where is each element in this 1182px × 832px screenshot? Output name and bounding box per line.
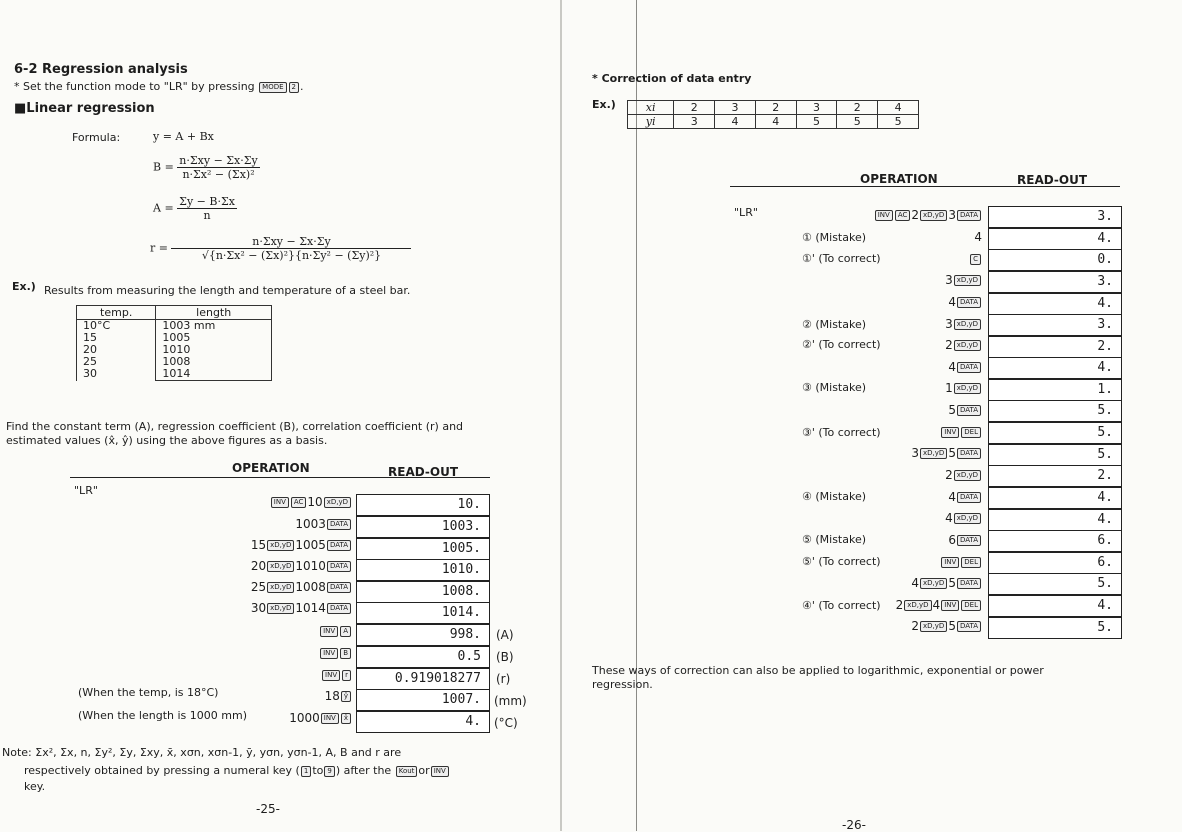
op-row bbox=[948, 295, 982, 309]
table-cell: 2 bbox=[837, 101, 878, 115]
readout-box: 1010. bbox=[356, 559, 490, 581]
readout-box: 3. bbox=[988, 314, 1122, 336]
op-row bbox=[896, 598, 982, 612]
data-key-icon: DATA bbox=[327, 561, 351, 572]
formula-b-denominator: n·Σx² − (Σx)² bbox=[182, 168, 255, 181]
table-cell: 2 bbox=[755, 101, 796, 115]
op-number: 4 bbox=[945, 511, 953, 525]
data-key-icon: DATA bbox=[957, 297, 981, 308]
xy-key-icon: xD,yD bbox=[324, 497, 351, 508]
op-number: 2 bbox=[945, 338, 953, 352]
readout-box: 0.919018277 bbox=[356, 668, 490, 690]
op-number: 2 bbox=[945, 468, 953, 482]
xy-data-table bbox=[627, 100, 919, 129]
data-key-icon: DATA bbox=[327, 603, 351, 614]
op-row bbox=[911, 446, 982, 460]
op-number: 4 bbox=[948, 295, 956, 309]
op-number: 18 bbox=[324, 689, 340, 703]
op-number: 3 bbox=[945, 273, 953, 287]
suffix-b: (B) bbox=[496, 650, 514, 664]
table-cell: 4 bbox=[715, 115, 756, 129]
op-row bbox=[945, 468, 982, 482]
table-cell bbox=[156, 320, 272, 381]
find-text-2: estimated values (x̂, ŷ) using the above figures as a basis. bbox=[6, 434, 328, 447]
readout-box: 1014. bbox=[356, 602, 490, 624]
table-cell: 5 bbox=[837, 115, 878, 129]
readout-box: 3. bbox=[988, 271, 1122, 293]
inv-key-icon: INV bbox=[941, 557, 959, 568]
op-row bbox=[945, 338, 982, 352]
ac-key-icon: AC bbox=[291, 497, 307, 508]
readout-box: 4. bbox=[988, 357, 1122, 379]
readout-box: 4. bbox=[356, 711, 490, 733]
note-text: or bbox=[418, 764, 430, 777]
right-lr-mode-label: "LR" bbox=[734, 206, 758, 219]
op-number: 1014 bbox=[295, 601, 326, 615]
b-key-icon: B bbox=[340, 648, 351, 659]
readout-box: 1008. bbox=[356, 581, 490, 603]
page-number-left: -25- bbox=[256, 802, 280, 816]
table-cell: 4 bbox=[755, 115, 796, 129]
readout-box: 4. bbox=[988, 487, 1122, 509]
a-key-icon: A bbox=[340, 626, 351, 637]
step-label: ①' (To correct) bbox=[802, 252, 881, 265]
right-example-label: Ex.) bbox=[592, 98, 616, 111]
inv-key-icon: INV bbox=[320, 648, 338, 659]
readout-box: 6. bbox=[988, 552, 1122, 574]
op-number: 25 bbox=[250, 580, 267, 594]
inv-key-icon: INV bbox=[271, 497, 289, 508]
op-row bbox=[251, 559, 352, 573]
del-key-icon: DEL bbox=[961, 557, 981, 568]
op-row bbox=[948, 360, 982, 374]
xi-row bbox=[628, 101, 919, 115]
xy-key-icon: xD,yD bbox=[954, 319, 981, 330]
readout-box: 5. bbox=[988, 400, 1122, 422]
yi-row bbox=[628, 115, 919, 129]
inv-key-icon: INV bbox=[941, 600, 959, 611]
table-cell: 5 bbox=[796, 115, 837, 129]
op-number: 3 bbox=[911, 446, 920, 460]
readout-box: 6. bbox=[988, 530, 1122, 552]
op-number: 30 bbox=[250, 601, 267, 615]
mode-instruction-text: * Set the function mode to "LR" by pressing bbox=[14, 80, 255, 93]
step-label: ④ (Mistake) bbox=[802, 490, 867, 503]
linear-regression-heading: ■Linear regression bbox=[14, 101, 155, 116]
xy-key-icon: xD,yD bbox=[267, 561, 294, 572]
op-row bbox=[945, 317, 982, 331]
xy-key-icon: xD,yD bbox=[920, 210, 947, 221]
formula-a-denominator: n bbox=[203, 209, 211, 222]
op-row bbox=[251, 601, 352, 615]
op-row bbox=[945, 381, 982, 395]
suffix-degc: (°C) bbox=[494, 716, 518, 730]
step-label: ⑤' (To correct) bbox=[802, 555, 881, 568]
op-number: 1010 bbox=[295, 559, 326, 573]
readout-box: 4. bbox=[988, 293, 1122, 315]
closing-text-2: regression. bbox=[592, 678, 653, 691]
closing-text-1: These ways of correction can also be applied to logarithmic, exponential or power bbox=[592, 664, 1044, 677]
op-number: 5 bbox=[948, 576, 956, 590]
right-readout-header: READ-OUT bbox=[1017, 173, 1088, 187]
ac-key-icon: AC bbox=[895, 210, 911, 221]
operation-header: OPERATION bbox=[232, 461, 310, 475]
suffix-mm: (mm) bbox=[494, 694, 527, 708]
xy-key-icon: xD,yD bbox=[920, 621, 947, 632]
readout-box: 10. bbox=[356, 494, 490, 516]
when-length-label: (When the length is 1000 mm) bbox=[78, 709, 247, 722]
readout-box: 5. bbox=[988, 444, 1122, 466]
op-number: 1008 bbox=[295, 580, 326, 594]
lr-mode-label: "LR" bbox=[74, 484, 98, 497]
note-text: to bbox=[312, 764, 324, 777]
op-number: 15 bbox=[250, 538, 267, 552]
kout-key-icon: Kout bbox=[396, 766, 418, 777]
table-cell: 4 bbox=[878, 101, 919, 115]
step-label: ① (Mistake) bbox=[802, 231, 867, 244]
readout-box: 998. bbox=[356, 624, 490, 646]
op-row bbox=[948, 533, 982, 547]
table-header-row bbox=[77, 306, 272, 320]
op-number: 1003 bbox=[295, 517, 326, 531]
op-row bbox=[321, 668, 352, 682]
data-key-icon: DATA bbox=[957, 621, 981, 632]
xy-key-icon: xD,yD bbox=[954, 340, 981, 351]
data-key-icon: DATA bbox=[957, 362, 981, 373]
data-key-icon: DATA bbox=[327, 582, 351, 593]
one-key-icon: 1 bbox=[301, 766, 311, 777]
inv-key-icon: INV bbox=[321, 713, 339, 724]
step-label: ③ (Mistake) bbox=[802, 381, 867, 394]
table-cell: 2 bbox=[674, 101, 715, 115]
data-key-icon: DATA bbox=[957, 210, 981, 221]
note-line-1: Note: Σx², Σx, n, Σy², Σy, Σxy, x̄, xσn, xσn-1, ȳ, yσn, yσn-1, A, B and r are bbox=[2, 746, 402, 759]
formula-r-lhs: r = bbox=[150, 241, 168, 255]
xy-key-icon: xD,yD bbox=[920, 448, 947, 459]
readout-box: 5. bbox=[988, 617, 1122, 639]
table-header-cell: length bbox=[156, 306, 272, 320]
op-number: 2 bbox=[911, 208, 920, 222]
data-key-icon: DATA bbox=[957, 492, 981, 503]
formula-b bbox=[153, 154, 260, 181]
readout-box: 5. bbox=[988, 422, 1122, 444]
readout-box: 4. bbox=[988, 228, 1122, 250]
data-key-icon: DATA bbox=[327, 519, 351, 530]
formula-b-lhs: B = bbox=[153, 160, 174, 174]
op-row bbox=[969, 252, 982, 266]
step-label: ⑤ (Mistake) bbox=[802, 533, 867, 546]
mode-instruction bbox=[14, 80, 304, 93]
c-key-icon: C bbox=[970, 254, 981, 265]
step-label: ② (Mistake) bbox=[802, 318, 867, 331]
inv-key-icon: INV bbox=[320, 626, 338, 637]
two-key-icon: 2 bbox=[289, 82, 299, 93]
readout-box: 1005. bbox=[356, 538, 490, 560]
when-temp-label: (When the temp, is 18°C) bbox=[78, 686, 219, 699]
op-number: 4 bbox=[974, 230, 982, 244]
op-row bbox=[911, 619, 982, 633]
data-key-icon: DATA bbox=[957, 405, 981, 416]
readout-box: 0. bbox=[988, 249, 1122, 271]
readout-box: 5. bbox=[988, 573, 1122, 595]
op-number: 1 bbox=[945, 381, 953, 395]
op-number: 3 bbox=[948, 208, 956, 222]
op-number: 5 bbox=[948, 446, 956, 460]
op-number: 3 bbox=[945, 317, 953, 331]
formula-b-numerator: n·Σxy − Σx·Σy bbox=[179, 154, 258, 167]
table-row bbox=[77, 320, 272, 381]
op-row bbox=[325, 689, 352, 703]
mode-instruction-end: . bbox=[300, 80, 304, 93]
op-number: 5 bbox=[948, 403, 956, 417]
readout-box: 0.5 bbox=[356, 646, 490, 668]
note-text: ) after the bbox=[335, 764, 392, 777]
readout-box: 3. bbox=[988, 206, 1122, 228]
formula-r bbox=[150, 235, 411, 262]
del-key-icon: DEL bbox=[961, 600, 981, 611]
x-hat-key-icon: x̂ bbox=[341, 713, 351, 724]
op-row bbox=[270, 495, 352, 509]
xy-key-icon: xD,yD bbox=[904, 600, 931, 611]
table-cell-value: 15 bbox=[83, 331, 97, 345]
readout-header: READ-OUT bbox=[388, 465, 459, 479]
note-text: respectively obtained by pressing a numeral key ( bbox=[24, 764, 300, 777]
formula-y: y = A + Bx bbox=[153, 130, 214, 143]
data-key-icon: DATA bbox=[957, 448, 981, 459]
op-number: 2 bbox=[911, 619, 920, 633]
table-cell-value: 1014 bbox=[162, 367, 191, 380]
table-cell-value: 1005 bbox=[162, 331, 191, 344]
op-number: 4 bbox=[932, 598, 941, 612]
xy-key-icon: xD,yD bbox=[954, 470, 981, 481]
readout-box: 1003. bbox=[356, 516, 490, 538]
table-cell-value: 1003 mm bbox=[162, 319, 216, 332]
temp-length-table bbox=[76, 305, 272, 381]
op-number: 4 bbox=[911, 576, 920, 590]
op-number: 6 bbox=[948, 533, 956, 547]
op-row bbox=[948, 403, 982, 417]
formula-label: Formula: bbox=[72, 131, 121, 144]
formula-r-denominator: √{n·Σx² − (Σx)²}{n·Σy² − (Σy)²} bbox=[201, 249, 382, 262]
op-row bbox=[295, 517, 352, 531]
data-key-icon: DATA bbox=[957, 535, 981, 546]
step-label: ④' (To correct) bbox=[802, 599, 881, 612]
page-fold bbox=[560, 0, 562, 831]
table-cell-value: 25 bbox=[83, 355, 97, 369]
example-text: Results from measuring the length and temperature of a steel bar. bbox=[44, 284, 411, 297]
inv-key-icon: INV bbox=[941, 427, 959, 438]
op-number: 5 bbox=[948, 619, 956, 633]
op-row bbox=[874, 208, 982, 222]
op-row bbox=[251, 580, 352, 594]
suffix-r: (r) bbox=[496, 672, 511, 686]
table-cell-value: 1008 bbox=[162, 355, 191, 368]
step-label: ②' (To correct) bbox=[802, 338, 881, 351]
table-cell: 5 bbox=[878, 115, 919, 129]
op-number: 1000 bbox=[289, 711, 320, 725]
op-number: 4 bbox=[948, 360, 956, 374]
readout-box: 1. bbox=[988, 379, 1122, 401]
xy-key-icon: xD,yD bbox=[267, 603, 294, 614]
inv-key-icon: INV bbox=[322, 670, 340, 681]
note-line-3: key. bbox=[24, 780, 46, 793]
xy-key-icon: xD,yD bbox=[267, 582, 294, 593]
suffix-a: (A) bbox=[496, 628, 514, 642]
op-number: 20 bbox=[250, 559, 267, 573]
yi-label: yi bbox=[628, 115, 674, 129]
op-row bbox=[974, 230, 982, 244]
formula-a-numerator: Σy − B·Σx bbox=[179, 195, 235, 208]
inv-key-icon: INV bbox=[431, 766, 449, 777]
y-hat-key-icon: ŷ bbox=[341, 691, 351, 702]
op-row bbox=[948, 490, 982, 504]
mode-key-icon: MODE bbox=[259, 82, 286, 93]
xy-key-icon: xD,yD bbox=[920, 578, 947, 589]
op-row bbox=[289, 711, 352, 725]
right-operation-header: OPERATION bbox=[860, 172, 938, 186]
op-row bbox=[940, 555, 982, 569]
op-number: 2 bbox=[895, 598, 904, 612]
op-number: 4 bbox=[948, 490, 956, 504]
table-cell: 3 bbox=[715, 101, 756, 115]
find-text-1: Find the constant term (A), regression coefficient (B), correlation coefficient (r) and bbox=[6, 420, 464, 433]
data-key-icon: DATA bbox=[957, 578, 981, 589]
op-row bbox=[911, 576, 982, 590]
data-key-icon: DATA bbox=[327, 540, 351, 551]
op-number: 10 bbox=[307, 495, 323, 509]
readout-box: 4. bbox=[988, 509, 1122, 531]
table-cell-value: 30 bbox=[83, 367, 97, 381]
xi-label: xi bbox=[628, 101, 674, 115]
xy-key-icon: xD,yD bbox=[954, 383, 981, 394]
xy-key-icon: xD,yD bbox=[954, 275, 981, 286]
del-key-icon: DEL bbox=[961, 427, 981, 438]
example-label: Ex.) bbox=[12, 280, 36, 293]
op-row bbox=[319, 646, 352, 660]
nine-key-icon: 9 bbox=[324, 766, 334, 777]
readout-box: 2. bbox=[988, 465, 1122, 487]
inv-key-icon: INV bbox=[875, 210, 893, 221]
section-title: 6-2 Regression analysis bbox=[14, 62, 188, 77]
op-row bbox=[940, 425, 982, 439]
readout-box: 2. bbox=[988, 336, 1122, 358]
table-cell-value: 1010 bbox=[162, 343, 191, 356]
op-number: 1005 bbox=[295, 538, 326, 552]
formula-a-lhs: A = bbox=[153, 201, 174, 215]
formula-a bbox=[153, 195, 237, 222]
op-row bbox=[319, 624, 352, 638]
table-header-cell: temp. bbox=[77, 306, 156, 320]
note-line-2 bbox=[24, 764, 450, 777]
readout-box: 4. bbox=[988, 595, 1122, 617]
step-label: ③' (To correct) bbox=[802, 426, 881, 439]
table-cell-value: 10°C bbox=[83, 319, 111, 333]
page-number-right: -26- bbox=[842, 818, 866, 832]
correction-heading: * Correction of data entry bbox=[592, 72, 752, 85]
readout-box: 1007. bbox=[356, 689, 490, 711]
formula-r-numerator: n·Σxy − Σx·Σy bbox=[171, 235, 411, 249]
op-row bbox=[251, 538, 352, 552]
r-key-icon: r bbox=[342, 670, 351, 681]
table-cell: 3 bbox=[674, 115, 715, 129]
xy-key-icon: xD,yD bbox=[954, 513, 981, 524]
op-row bbox=[945, 511, 982, 525]
table-cell: 3 bbox=[796, 101, 837, 115]
table-cell-value: 20 bbox=[83, 343, 97, 357]
op-row bbox=[945, 273, 982, 287]
xy-key-icon: xD,yD bbox=[267, 540, 294, 551]
table-cell bbox=[77, 320, 156, 381]
